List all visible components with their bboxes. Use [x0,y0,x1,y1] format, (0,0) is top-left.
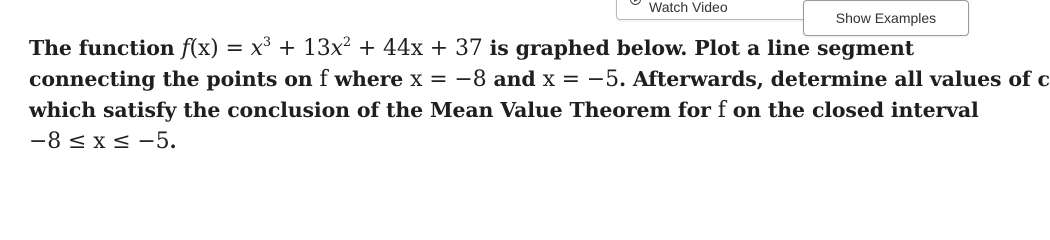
problem-text: . Afterwards, determine all values of c [618,67,1050,91]
watch-video-button[interactable] [616,0,816,20]
term-base: x [250,36,263,61]
function-symbol: f [717,98,726,123]
play-circle-icon [630,0,641,5]
function-definition [181,36,482,61]
problem-line-3 [29,95,979,126]
problem-text: The function [29,36,182,60]
watch-video-label: Watch Video [649,0,728,15]
function-argument: (x) [189,36,219,61]
x-condition-end: x = −5 [542,67,619,92]
term-rest: + 44x + 37 [351,36,483,61]
problem-statement [29,33,1050,157]
problem-text: on the closed interval [725,98,979,122]
x-condition-start: x = −8 [410,67,487,92]
equals-sign: = [218,36,251,61]
show-examples-button[interactable] [803,0,969,36]
term-exponent: 2 [342,35,352,50]
term-base: x [330,36,343,61]
problem-text: which satisfy the conclusion of the Mean Value Theorem for [29,98,718,122]
problem-text: connecting the points on [29,67,320,91]
problem-text: is graphed below. Plot a line segment [482,36,914,60]
problem-text: and [486,67,543,91]
function-symbol: f [319,67,328,92]
problem-text: . [169,129,177,153]
show-examples-label: Show Examples [835,10,937,26]
term-coefficient: + 13 [270,36,331,61]
closed-interval: −8 ≤ x ≤ −5 [29,129,170,154]
term-exponent: 3 [262,35,271,50]
problem-text: where [327,67,411,91]
problem-line-1 [29,33,969,64]
problem-line-4 [29,126,969,157]
problem-line-2 [29,64,1050,95]
function-name: f [181,36,190,61]
